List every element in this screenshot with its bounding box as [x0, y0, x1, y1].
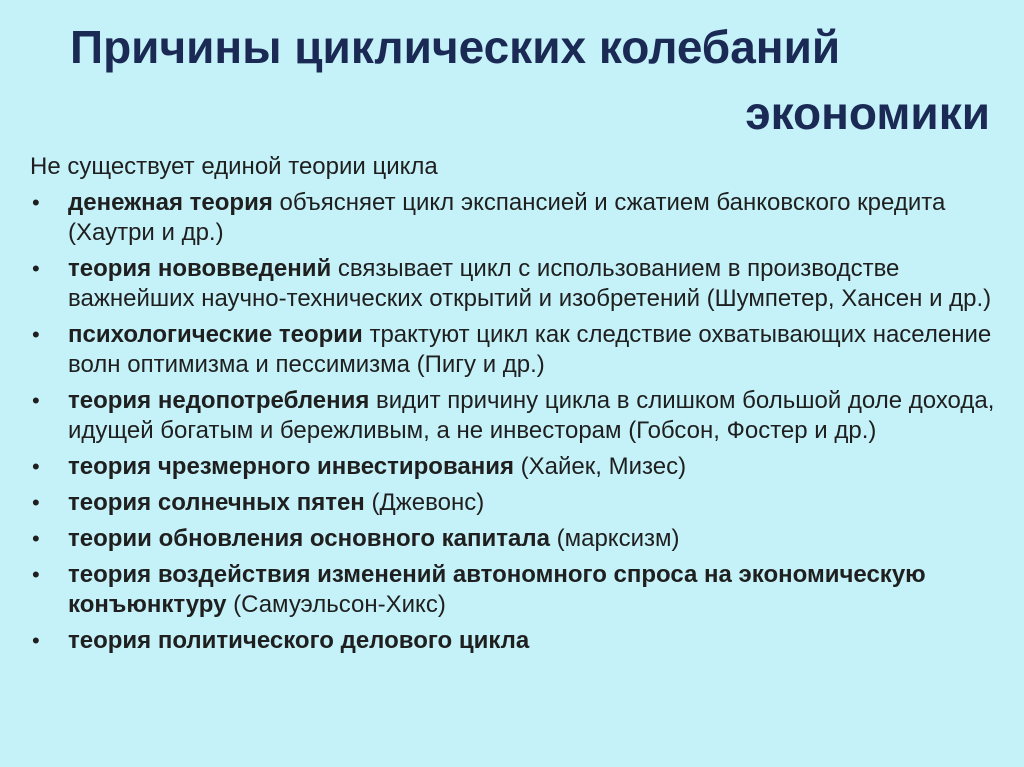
theory-term: теория чрезмерного инвестирования: [68, 453, 514, 480]
theory-description: (марксизм): [549, 525, 680, 552]
slide-title: [60, 14, 990, 146]
theory-term: денежная теория: [68, 189, 273, 216]
list-item: [30, 452, 1010, 482]
bullet-icon: •: [32, 526, 40, 551]
intro-text: Не существует единой теории цикла: [30, 153, 438, 180]
theory-term: психологические теории: [68, 321, 363, 348]
theory-term: теория солнечных пятен: [68, 489, 365, 516]
theory-description: (Джевонс): [364, 489, 485, 516]
theory-term: теория воздействия изменений автономного спроса на экономическую конъюнктуру: [68, 561, 926, 618]
list-item: [30, 626, 1010, 656]
theory-description: (Самуэльсон-Хикс): [226, 591, 446, 618]
theory-term: теория политического делового цикла: [68, 627, 530, 654]
bullet-icon: •: [32, 190, 40, 215]
list-item: [30, 320, 1010, 380]
theory-term: теория нововведений: [68, 255, 332, 282]
theory-list: [30, 188, 1010, 656]
theory-description: видит причину цикла в слишком большой доле дохода, идущей богатым и бережливым, а не инвесторам (Гобсон, Фостер и др.): [68, 387, 995, 444]
bullet-icon: •: [32, 388, 40, 413]
list-item: [30, 386, 1010, 446]
theory-description: связывает цикл с использованием в производстве важнейших научно-технических открытий и изобретений (Шумпетер, Хансен и др.): [68, 255, 992, 312]
slide-title-line-2: экономики: [745, 87, 990, 139]
bullet-icon: •: [32, 322, 40, 347]
bullet-icon: •: [32, 454, 40, 479]
list-item: [30, 524, 1010, 554]
theory-term: теории обновления основного капитала: [68, 525, 550, 552]
theory-description: трактуют цикл как следствие охватывающих население волн оптимизма и пессимизма (Пигу и др.): [68, 321, 992, 378]
slide-body: [30, 152, 1010, 662]
list-item: [30, 254, 1010, 314]
bullet-icon: •: [32, 562, 40, 587]
slide-title-line-1: Причины циклических колебаний: [70, 21, 841, 73]
list-item: [30, 560, 1010, 620]
theory-description: объясняет цикл экспансией и сжатием банковского кредита (Хаутри и др.): [68, 189, 946, 246]
theory-term: теория недопотребления: [68, 387, 370, 414]
theory-description: (Хайек, Мизес): [513, 453, 687, 480]
bullet-icon: •: [32, 628, 40, 653]
list-item: [30, 488, 1010, 518]
bullet-icon: •: [32, 490, 40, 515]
list-item: [30, 188, 1010, 248]
bullet-icon: •: [32, 256, 40, 281]
